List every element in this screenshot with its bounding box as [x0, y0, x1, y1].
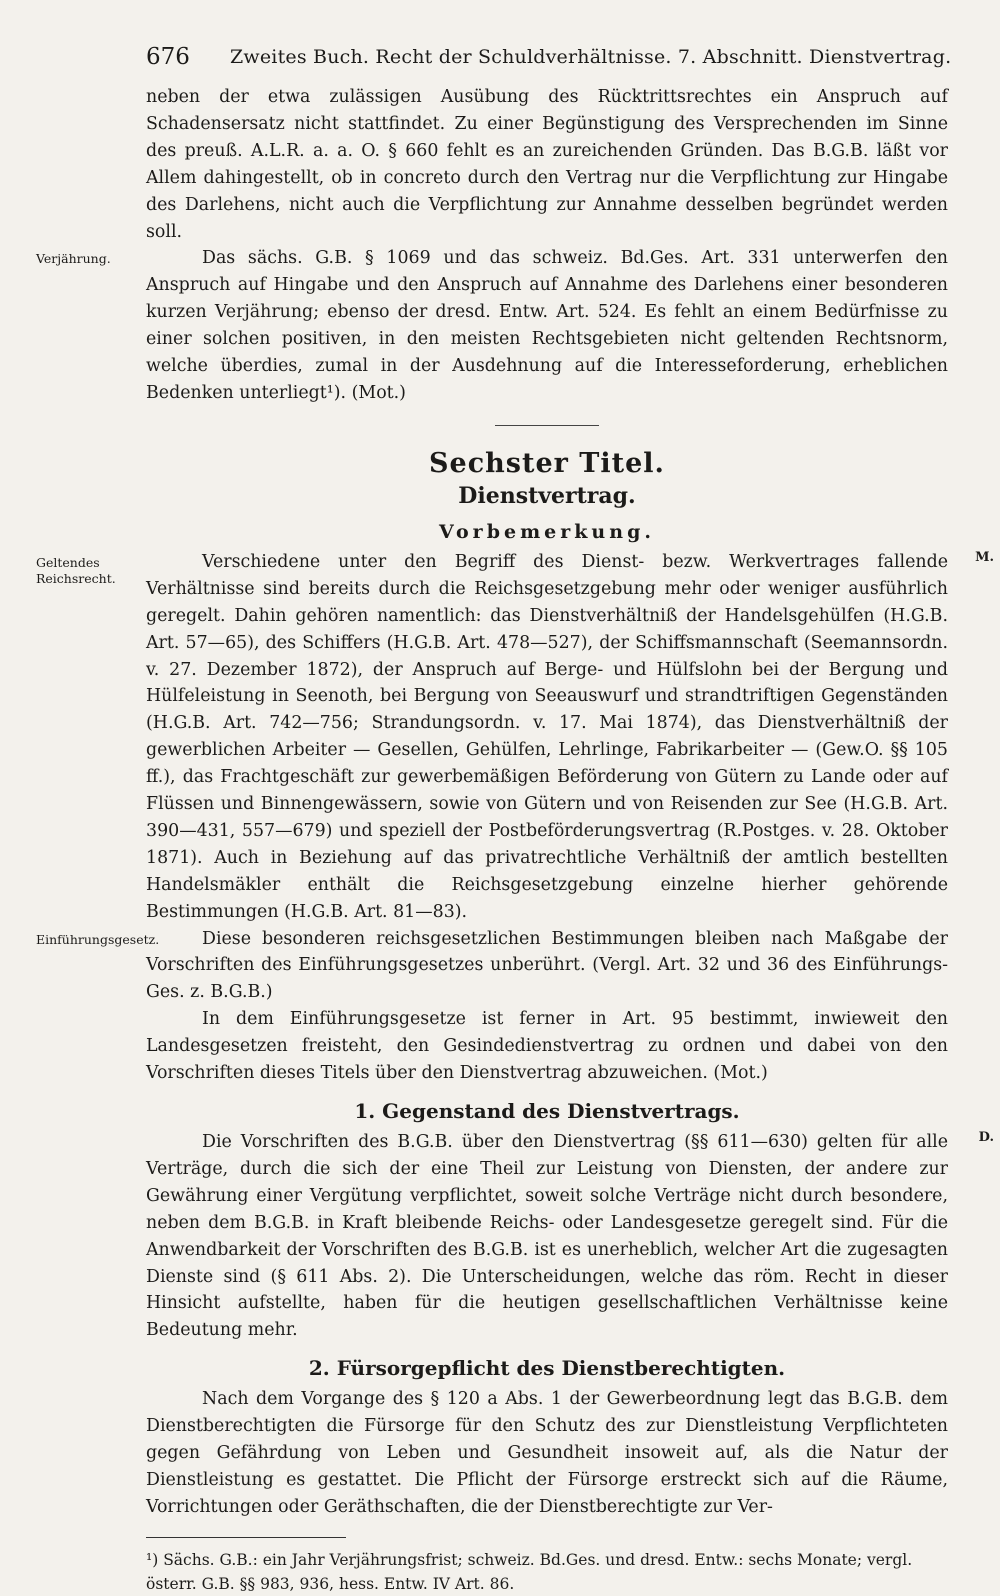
paragraph-continuation	[146, 84, 948, 245]
page-header	[146, 44, 952, 74]
footnote: ¹) Sächs. G.B.: ein Jahr Verjährungsfrist; schweiz. Bd.Ges. und dresd. Entw.: sechs Monate; vergl. österr. G.B. §§ 983, 936, hess. Entw. IV Art. 86.	[146, 1550, 913, 1593]
paragraph-verjaehrung	[36, 245, 948, 406]
page-number: 676	[146, 44, 190, 70]
running-title: Zweites Buch. Recht der Schuldverhältnisse. 7. Abschnitt. Dienstvertrag.	[230, 46, 952, 68]
paragraph-text: Die Vorschriften des B.G.B. über den Dienstvertrag (§§ 611—630) gelten für alle Verträge, durch die sich der eine Theil zur Leistung von Diensten, der andere zur Gewährung einer Vergütung verpflichtet, soweit solche Verträge nicht durch besondere, neben dem B.G.B. in Kraft bleibende Reichs- oder Landesgesetze geregelt sind. Für die Anwendbarkeit der Vorschriften des B.G.B. ist es unerheblich, welcher Art die zugesagten Dienste sind (§ 611 Abs. 2). Die Unterscheidungen, welche das röm. Recht in dieser Hinsicht aufstellte, haben für die heutigen gesellschaftlichen Verhältnisse keine Bedeutung mehr.	[146, 1132, 948, 1341]
right-margin-mark-d: D.	[978, 1130, 994, 1145]
vorbemerkung-heading: Vorbemerkung.	[439, 520, 655, 543]
margin-note-verjaehrung: Verjährung.	[36, 251, 111, 267]
paragraph-reichsrecht	[36, 549, 994, 926]
footnote-rule	[146, 1537, 346, 1538]
margin-note-einfuehrungsgesetz: Einführungsgesetz.	[36, 931, 160, 947]
paragraph-text: Diese besonderen reichsgesetzlichen Bestimmungen bleiben nach Maßgabe der Vorschriften des Einführungsgesetzes unberührt. (Vergl. Art. 32 und 36 des Einführungs-Ges. z. B.G.B.)	[146, 928, 948, 1003]
title-heading: Sechster Titel.	[429, 447, 665, 479]
page-body	[36, 84, 994, 1596]
subtitle-heading: Dienstvertrag.	[458, 482, 636, 509]
paragraph-gesindedienst	[146, 1006, 948, 1087]
right-margin-mark-m: M.	[975, 549, 994, 565]
paragraph-text: neben der etwa zulässigen Ausübung des Rücktrittsrechtes ein Anspruch auf Schadensersatz nicht stattfindet. Zu einer Begünstigung des Versprechenden im Sinne des preuß. A.L.R. a. a. O. § 660 fehlt es an zureichenden Gründen. Das B.G.B. läßt vor Allem dahingestellt, ob in concreto durch den Vertrag nur die Verpflichtung zur Hingabe des Darlehens, nicht auch die Verpflichtung zur Annahme desselben begründet werden soll.	[146, 87, 948, 242]
paragraph-gegenstand	[146, 1129, 994, 1344]
section-heading-fuersorgepflicht: 2. Fürsorgepflicht des Dienstberechtigten.	[308, 1356, 786, 1381]
margin-note-geltendes-reichsrecht: Geltendes Reichsrecht.	[36, 554, 116, 586]
paragraph-text: Nach dem Vorgange des § 120 a Abs. 1 der Gewerbeordnung legt das B.G.B. dem Dienstberechtigten die Fürsorge für den Schutz des zur Dienstleistung Verpflichteten gegen Gefährdung von Leben und Gesundheit insoweit auf, als die Natur der Dienstleistung es gestattet. Die Pflicht der Fürsorge erstreckt sich auf die Räume, Vorrichtungen oder Geräthschaften, die der Dienstberechtigte zur Ver-	[146, 1389, 948, 1517]
paragraph-text: Verschiedene unter den Begriff des Dienst- bezw. Werkvertrages fallende Verhältnisse sind bereits durch die Reichsgesetzgebung mehr oder weniger ausführlich geregelt. Dahin gehören namentlich: das Dienstverhältniß der Handelsgehülfen (H.G.B. Art. 57—65), des Schiffers (H.G.B. Art. 478—527), der Schiffsmannschaft (Seemannsordn. v. 27. Dezember 1872), der Anspruch auf Berge- und Hülfslohn bei der Bergung und Hülfeleistung in Seenoth, bei Bergung von Seeauswurf und strandtriftigen Gegenständen (H.G.B. Art. 742—756; Strandungsordn. v. 17. Mai 1874), das Dienstverhältniß der gewerblichen Arbeiter — Gesellen, Gehülfen, Lehrlinge, Fabrikarbeiter — (Gew.O. §§ 105 ff.), das Frachtgeschäft zur gewerbemäßigen Beförderung von Gütern zu Lande oder auf Flüssen und Binnengewässern, sowie von Gütern und von Reisenden zur See (H.G.B. Art. 390—431, 557—679) und speziell der Postbeförderungsvertrag (R.Postges. v. 28. Oktober 1871). Auch in Beziehung auf das privatrechtliche Verhältniß der amtlich bestellten Handelsmäkler enthält die Reichsgesetzgebung einzelne hierher gehörende Bestimmungen (H.G.B. Art. 81—83).	[146, 551, 948, 922]
section-divider	[495, 425, 599, 426]
paragraph-text: In dem Einführungsgesetze ist ferner in Art. 95 bestimmt, inwieweit den Landesgesetzen freisteht, den Gesindedienstvertrag zu ordnen und dabei von den Vorschriften dieses Titels über den Dienstvertrag abzuweichen. (Mot.)	[146, 1009, 948, 1084]
paragraph-fuersorgepflicht	[146, 1386, 948, 1521]
paragraph-text: Das sächs. G.B. § 1069 und das schweiz. Bd.Ges. Art. 331 unterwerfen den Anspruch auf Hingabe und den Anspruch auf Annahme des Darlehens einer besonderen kurzen Verjährung; ebenso der dresd. Entw. Art. 524. Es fehlt an einem Bedürfnisse zu einer solchen positiven, in den meisten Rechtsgebieten nicht geltenden Rechtsnorm, welche überdies, zumal in der Ausdehnung auf die Interesseforderung, erheblichen Bedenken unterliegt¹). (Mot.)	[146, 248, 948, 403]
section-heading-gegenstand: 1. Gegenstand des Dienstvertrags.	[354, 1099, 740, 1123]
paragraph-einfuehrungsgesetz	[36, 926, 948, 1007]
